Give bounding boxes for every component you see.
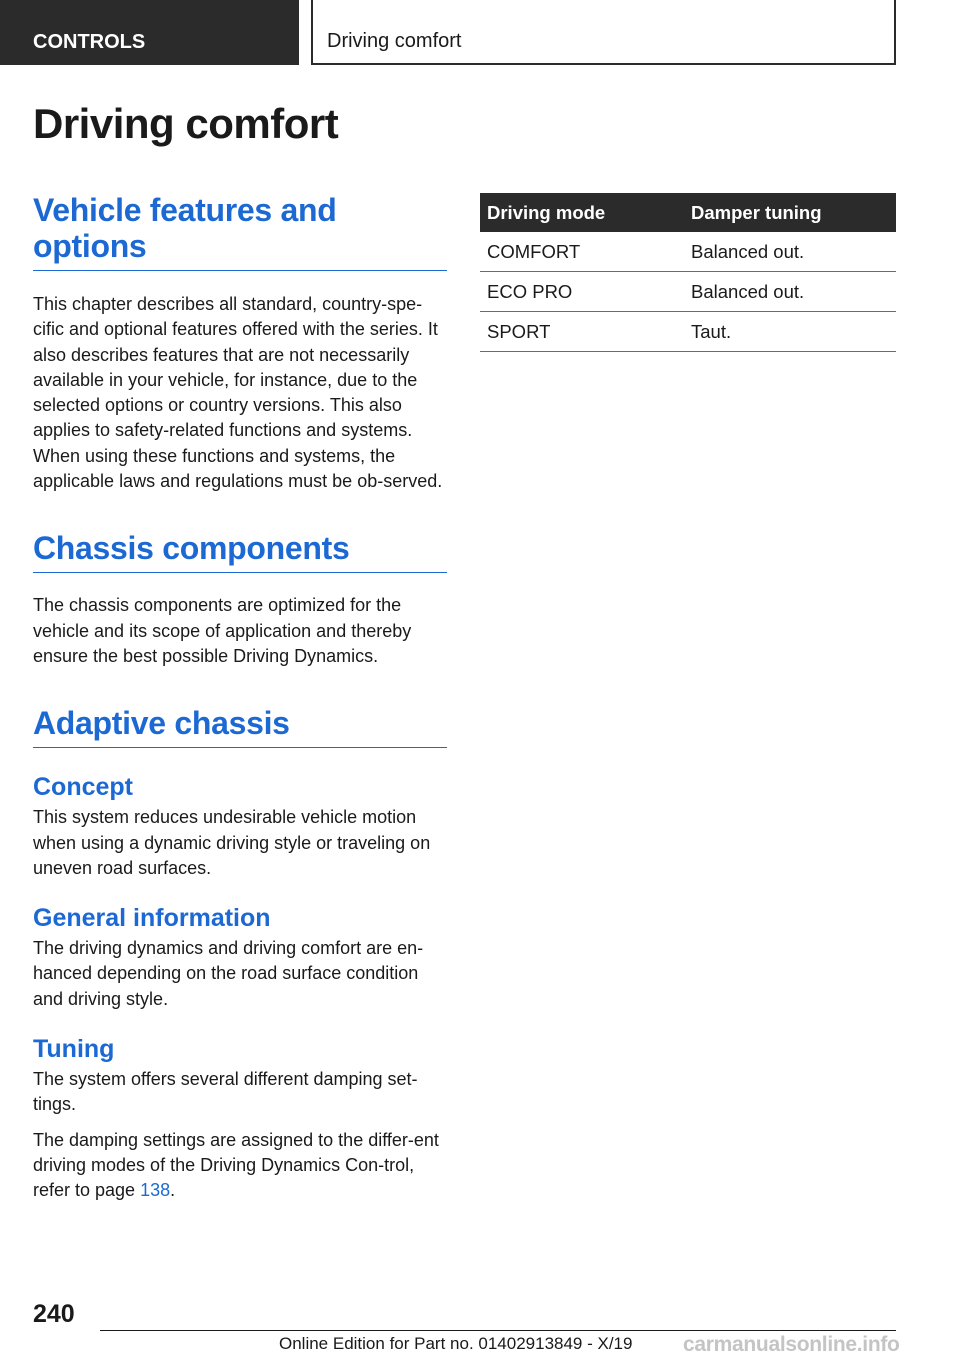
paragraph-chassis-components: The chassis components are optimized for the vehicle and its scope of application and thereby ensure the best possible Driving Dynamics. (33, 595, 412, 666)
table-cell-tuning: Taut. (684, 312, 896, 352)
footer-divider (100, 1330, 896, 1331)
table-header-row (480, 193, 896, 232)
heading-chassis-components: Chassis components (33, 530, 447, 573)
table-row (480, 232, 896, 272)
header-section-text: CONTROLS (33, 31, 146, 53)
watermark-text: carmanualsonline.info (683, 1333, 900, 1356)
table-row (480, 272, 896, 312)
damper-tuning-table (480, 193, 896, 352)
header-section-label (0, 0, 299, 65)
header-chapter-label (311, 0, 896, 65)
heading-tuning: Tuning (33, 1035, 115, 1064)
table-cell-tuning: Balanced out. (684, 232, 896, 272)
heading-adaptive-chassis: Adaptive chassis (33, 705, 447, 748)
paragraph-general-information: The driving dynamics and driving comfort are en-hanced depending on the road surface condition and driving style. (33, 938, 424, 1009)
table-row (480, 312, 896, 352)
page-title: Driving comfort (33, 100, 339, 147)
paragraph-vehicle-features: This chapter describes all standard, country-spe-cific and optional features offered with the series. It also describes features that are not necessarily available in your vehicle, for instance, due to the selected options or country versions. This also applies to safety-related functions and systems. When using these functions and systems, the applicable laws and regulations must be ob-served. (33, 294, 443, 492)
paragraph-concept: This system reduces undesirable vehicle motion when using a dynamic driving style or traveling on uneven road surfaces. (33, 807, 431, 878)
table-header-driving-mode: Driving mode (480, 193, 684, 232)
paragraph-tuning-2 (33, 1128, 447, 1204)
heading-concept: Concept (33, 773, 133, 802)
page-reference-link[interactable]: 138 (140, 1180, 171, 1201)
heading-vehicle-features: Vehicle features and options (33, 192, 447, 271)
page-number: 240 (33, 1300, 75, 1328)
heading-general-information: General information (33, 904, 271, 933)
footer-edition-text: Online Edition for Part no. 01402913849 - X/19 (279, 1334, 633, 1353)
table-cell-mode: ECO PRO (480, 272, 684, 312)
tuning-text-post: . (170, 1180, 176, 1201)
tuning-text-pre: The damping settings are assigned to the differ-ent driving modes of the Driving Dynamics Con-trol, refer to page (33, 1129, 439, 1201)
table-cell-mode: COMFORT (480, 232, 684, 272)
table-cell-tuning: Balanced out. (684, 272, 896, 312)
table-cell-mode: SPORT (480, 312, 684, 352)
paragraph-tuning-1: The system offers several different damping set-tings. (33, 1069, 418, 1115)
left-column (33, 190, 447, 1204)
table-header-damper-tuning: Damper tuning (684, 193, 896, 232)
header-chapter-text: Driving comfort (327, 30, 462, 52)
